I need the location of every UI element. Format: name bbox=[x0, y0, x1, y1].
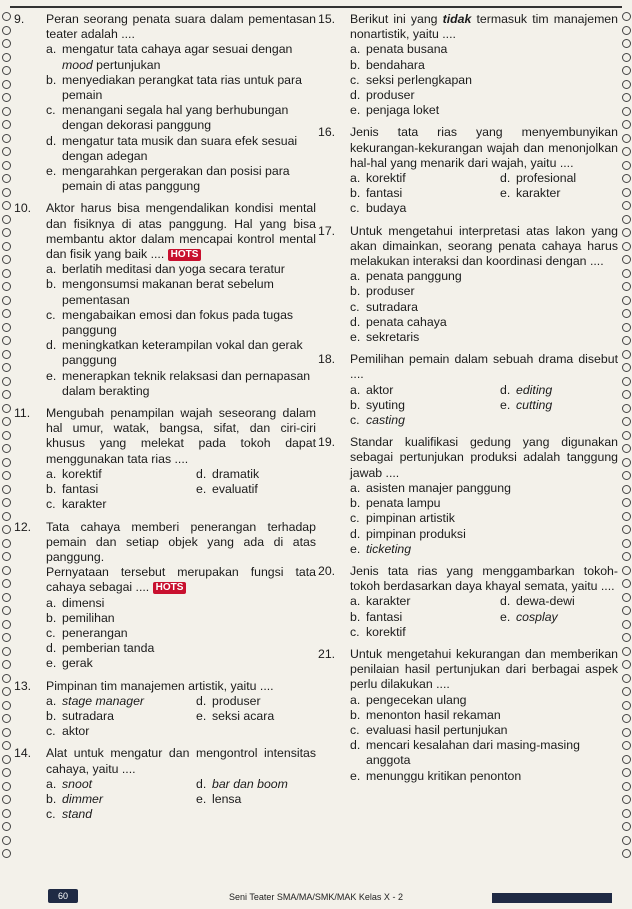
option[interactable]: d. bar dan boom bbox=[196, 776, 288, 791]
option[interactable]: b. produser bbox=[350, 284, 415, 299]
binding-ring bbox=[2, 404, 11, 413]
binding-ring bbox=[2, 471, 11, 480]
option[interactable]: a. aktor bbox=[350, 382, 394, 397]
binding-ring bbox=[2, 296, 11, 305]
option[interactable]: c. evaluasi hasil pertunjukan bbox=[350, 722, 508, 737]
option[interactable]: e. evaluatif bbox=[196, 482, 258, 497]
question-13: 13. Pimpinan tim manajemen artistik, yaitu .... a. stage manager d. produser b. sutradara e. seksi acara c. aktor bbox=[14, 679, 316, 740]
option[interactable]: b. menonton hasil rekaman bbox=[350, 707, 501, 722]
page-number: 60 bbox=[48, 889, 78, 903]
binding-ring bbox=[622, 768, 631, 777]
binding-ring bbox=[622, 485, 631, 494]
question-19: 19. Standar kualifikasi gedung yang digunakan sebagai pertunjukan produksi adalah tanggung jawab .... a. asisten manajer panggung b. penata lampu c. pimpinan artistik d. pimpinan produksi e. ticketing bbox=[318, 435, 618, 556]
binding-ring bbox=[2, 363, 11, 372]
question-21: 21. Untuk mengetahui kekurangan dan memberikan penilaian hasil pertunjukan dari berbagai aspek perlu dilakukan .... a. pengecekan ulang b. menonton hasil rekaman c. evaluasi hasil pertunjukan d. mencari kesalahan dari masing-masing anggota e. menunggu kritikan penonton bbox=[318, 646, 618, 783]
option[interactable]: c. budaya bbox=[350, 201, 407, 216]
binding-ring bbox=[622, 417, 631, 426]
binding-ring bbox=[622, 26, 631, 35]
binding-ring bbox=[622, 296, 631, 305]
binding-ring bbox=[622, 107, 631, 116]
binding-ring bbox=[2, 633, 11, 642]
binding-ring bbox=[622, 539, 631, 548]
option[interactable]: d. dramatik bbox=[196, 466, 260, 481]
binding-ring bbox=[622, 66, 631, 75]
binding-ring bbox=[2, 309, 11, 318]
option[interactable]: b. bendahara bbox=[350, 57, 425, 72]
binding-ring bbox=[622, 336, 631, 345]
binding-ring bbox=[2, 269, 11, 278]
binding-ring bbox=[622, 633, 631, 642]
footer-title: Seni Teater SMA/MA/SMK/MAK Kelas X - 2 bbox=[229, 892, 403, 902]
binding-ring bbox=[622, 471, 631, 480]
left-column bbox=[14, 12, 316, 829]
binding-ring bbox=[622, 741, 631, 750]
binding-ring bbox=[622, 552, 631, 561]
option[interactable]: c. sutradara bbox=[350, 299, 418, 314]
binding-ring bbox=[2, 606, 11, 615]
binding-ring bbox=[622, 404, 631, 413]
binding-ring bbox=[622, 282, 631, 291]
binding-ring bbox=[622, 687, 631, 696]
binding-ring bbox=[2, 701, 11, 710]
option[interactable]: a. dimensi bbox=[46, 595, 105, 610]
option[interactable]: e. mengarahkan pergerakan dan posisi para pemain di atas panggung bbox=[46, 164, 290, 194]
option[interactable]: d. produser bbox=[350, 88, 415, 103]
binding-ring bbox=[2, 498, 11, 507]
binding-ring bbox=[622, 215, 631, 224]
binding-ring bbox=[2, 836, 11, 845]
binding-ring bbox=[2, 282, 11, 291]
binding-ring bbox=[2, 323, 11, 332]
binding-ring bbox=[622, 836, 631, 845]
question-16: 16. Jenis tata rias yang menyembunyikan kekurangan-kekurangan wajah dan menonjolkan hal-hal yang menarik dari wajah, yaitu .... a. korektif d. profesional b. fantasi e. karakter c. budaya bbox=[318, 125, 618, 216]
option[interactable]: d. editing bbox=[500, 382, 553, 397]
option[interactable]: b. fantasi bbox=[350, 609, 403, 624]
option[interactable]: c. korektif bbox=[350, 624, 406, 639]
binding-ring bbox=[622, 579, 631, 588]
option[interactable]: b. fantasi bbox=[46, 482, 99, 497]
option[interactable]: a. penata panggung bbox=[350, 269, 462, 284]
question-18: 18. Pemilihan pemain dalam sebuah drama disebut .... a. aktor d. editing b. syuting e. cutting c. casting bbox=[318, 352, 618, 428]
option[interactable]: b. fantasi bbox=[350, 186, 403, 201]
binding-ring bbox=[2, 147, 11, 156]
option[interactable]: d. penata cahaya bbox=[350, 314, 447, 329]
option[interactable]: b. dimmer bbox=[46, 791, 103, 806]
binding-ring bbox=[622, 566, 631, 575]
option[interactable]: c. pimpinan artistik bbox=[350, 511, 455, 526]
binding-ring bbox=[2, 566, 11, 575]
option[interactable]: e. penjaga loket bbox=[350, 103, 440, 118]
binding-ring bbox=[2, 107, 11, 116]
binding-ring bbox=[622, 512, 631, 521]
binding-ring bbox=[2, 12, 11, 21]
binding-ring bbox=[622, 350, 631, 359]
binding-ring bbox=[622, 795, 631, 804]
option[interactable]: c. aktor bbox=[46, 724, 90, 739]
option[interactable]: c. seksi perlengkapan bbox=[350, 72, 472, 87]
binding-ring bbox=[2, 458, 11, 467]
option[interactable]: a. mengatur tata cahaya agar sesuai dengan mood pertunjukan bbox=[46, 42, 316, 72]
binding-ring bbox=[2, 174, 11, 183]
question-20: 20. Jenis tata rias yang menggambarkan tokoh-tokoh berdasarkan daya khayal semata, yaitu .... a. karakter d. dewa-dewi b. fantasi e. cosplay c. korektif bbox=[318, 563, 618, 639]
binding-ring bbox=[622, 660, 631, 669]
question-10: 10. Aktor harus bisa mengendalikan kondisi mental dan fisiknya di atas panggung. Hal yang bisa membantu aktor dalam mencapai kontrol mental dan fisik yang baik .... HOTS a. berlatih meditasi dan yoga secara teratur b. mengonsumsi makanan berat sebelum pementasan c. mengabaikan emosi dan fokus pada tugas panggung d. meningkatkan keterampilan vokal dan gerak panggung e. menerapkan teknik relaksasi dan pernapasan dalam berakting bbox=[14, 201, 316, 398]
binding-ring bbox=[2, 255, 11, 264]
binding-ring bbox=[2, 201, 11, 210]
option[interactable]: a. stage manager bbox=[46, 693, 145, 708]
binding-ring bbox=[2, 539, 11, 548]
option[interactable]: a. berlatih meditasi dan yoga secara teratur bbox=[46, 262, 285, 277]
binding-ring bbox=[2, 795, 11, 804]
option[interactable]: a. pengecekan ulang bbox=[350, 692, 467, 707]
binding-ring bbox=[622, 93, 631, 102]
option[interactable]: d. meningkatkan keterampilan vokal dan gerak panggung bbox=[46, 338, 303, 368]
binding-ring bbox=[2, 93, 11, 102]
binding-ring bbox=[622, 377, 631, 386]
binding-ring bbox=[622, 188, 631, 197]
option[interactable]: e. ticketing bbox=[350, 541, 412, 556]
option[interactable]: e. karakter bbox=[500, 186, 561, 201]
option[interactable]: b. pemilihan bbox=[46, 610, 115, 625]
binding-ring bbox=[2, 552, 11, 561]
option[interactable]: c. menangani segala hal yang berhubungan dengan dekorasi panggung bbox=[46, 103, 289, 133]
option[interactable]: c. mengabaikan emosi dan fokus pada tugas panggung bbox=[46, 307, 294, 338]
binding-ring bbox=[2, 431, 11, 440]
binding-ring bbox=[622, 674, 631, 683]
binding-ring bbox=[2, 782, 11, 791]
option[interactable]: b. penata lampu bbox=[350, 496, 441, 511]
binding-ring bbox=[622, 147, 631, 156]
binding-ring bbox=[2, 768, 11, 777]
question-14: 14. Alat untuk mengatur dan mengontrol intensitas cahaya, yaitu .... a. snoot d. bar dan boom b. dimmer e. lensa c. stand bbox=[14, 746, 316, 822]
binding-ring bbox=[622, 269, 631, 278]
option[interactable]: b. mengonsumsi makanan berat sebelum pementasan bbox=[46, 277, 274, 307]
top-binding-line bbox=[10, 6, 622, 8]
page-footer bbox=[0, 883, 632, 909]
binding-ring bbox=[622, 458, 631, 467]
question-17: 17. Untuk mengetahui interpretasi atas lakon yang akan dimainkan, seorang penata cahaya harus melakukan interaksi dan koordinasi dengan .... a. penata panggung b. produser c. sutradara d. penata cahaya e. sekretaris bbox=[318, 223, 618, 345]
footer-bar bbox=[492, 893, 612, 903]
binding-ring bbox=[2, 620, 11, 629]
binding-ring bbox=[2, 188, 11, 197]
binding-ring bbox=[622, 593, 631, 602]
option[interactable]: d. pimpinan produksi bbox=[350, 526, 466, 541]
question-number: 9. bbox=[14, 12, 25, 26]
option[interactable]: a. penata busana bbox=[350, 42, 448, 57]
binding-ring bbox=[622, 782, 631, 791]
binding-ring bbox=[622, 80, 631, 89]
binding-ring bbox=[2, 336, 11, 345]
binding-ring bbox=[622, 39, 631, 48]
option[interactable]: d. dewa-dewi bbox=[500, 594, 575, 609]
binding-ring bbox=[2, 660, 11, 669]
binding-ring bbox=[622, 444, 631, 453]
binding-ring bbox=[2, 161, 11, 170]
binding-ring bbox=[622, 390, 631, 399]
option[interactable]: b. menyediakan perangkat tata rias untuk para pemain bbox=[46, 72, 302, 103]
binding-ring bbox=[2, 215, 11, 224]
option[interactable]: a. korektif bbox=[46, 466, 102, 481]
binding-ring bbox=[622, 606, 631, 615]
question-12: 12. Tata cahaya memberi penerangan terhadap pemain dan setiap objek yang ada di atas panggung. Pernyataan tersebut merupakan fungsi tata cahaya sebagai .... HOTS a. dimensi b. pemilihan c. penerangan d. pemberian tanda e. gerak bbox=[14, 519, 316, 671]
binding-ring bbox=[622, 498, 631, 507]
binding-ring bbox=[2, 53, 11, 62]
binding-ring bbox=[2, 728, 11, 737]
binding-ring bbox=[2, 66, 11, 75]
binding-ring bbox=[2, 593, 11, 602]
binding-ring bbox=[622, 647, 631, 656]
binding-ring bbox=[2, 674, 11, 683]
binding-ring bbox=[622, 431, 631, 440]
binding-ring bbox=[2, 525, 11, 534]
binding-ring bbox=[2, 26, 11, 35]
binding-ring bbox=[2, 377, 11, 386]
binding-ring bbox=[622, 849, 631, 858]
option[interactable]: e. gerak bbox=[46, 656, 93, 671]
binding-ring bbox=[622, 161, 631, 170]
option[interactable]: a. asisten manajer panggung bbox=[350, 480, 511, 495]
binding-ring bbox=[622, 201, 631, 210]
binding-ring bbox=[622, 620, 631, 629]
question-9 bbox=[14, 12, 316, 194]
binding-ring bbox=[2, 512, 11, 521]
right-column bbox=[318, 12, 618, 791]
option[interactable]: e. cosplay bbox=[500, 609, 558, 624]
binding-ring bbox=[2, 80, 11, 89]
option[interactable]: d. profesional bbox=[500, 171, 577, 186]
option[interactable]: b. syuting bbox=[350, 397, 405, 412]
binding-ring bbox=[2, 120, 11, 129]
option[interactable]: e. lensa bbox=[196, 791, 242, 806]
binding-ring bbox=[2, 755, 11, 764]
binding-ring bbox=[622, 323, 631, 332]
question-stem: Peran seorang penata suara dalam pementasan teater adalah .... bbox=[46, 12, 316, 42]
binding-ring bbox=[2, 444, 11, 453]
option[interactable]: e. seksi acara bbox=[196, 708, 275, 723]
binding-ring bbox=[622, 363, 631, 372]
option[interactable]: a. snoot bbox=[46, 776, 93, 791]
binding-ring bbox=[622, 755, 631, 764]
binding-ring bbox=[622, 701, 631, 710]
option[interactable]: e. sekretaris bbox=[350, 330, 420, 345]
option[interactable]: c. casting bbox=[350, 413, 405, 428]
option[interactable]: c. stand bbox=[46, 807, 93, 822]
binding-ring bbox=[622, 714, 631, 723]
binding-ring bbox=[2, 417, 11, 426]
right-binding bbox=[620, 0, 632, 909]
question-stem: Aktor harus bisa mengendalikan kondisi mental dan fisiknya di atas panggung. Hal yang bisa membantu aktor dalam mencapai kontrol mental dan fisik yang baik .... HOTS bbox=[46, 201, 316, 262]
option[interactable]: d. mengatur tata musik dan suara efek sesuai dengan adegan bbox=[46, 133, 298, 163]
option[interactable]: e. menerapkan teknik relaksasi dan pernapasan dalam berakting bbox=[46, 368, 311, 398]
option[interactable]: d. produser bbox=[196, 693, 261, 708]
binding-ring bbox=[2, 485, 11, 494]
hots-badge: HOTS bbox=[153, 582, 187, 594]
option[interactable]: a. korektif bbox=[350, 171, 406, 186]
binding-ring bbox=[2, 714, 11, 723]
binding-ring bbox=[622, 822, 631, 831]
left-binding bbox=[0, 0, 12, 909]
binding-ring bbox=[622, 120, 631, 129]
binding-ring bbox=[2, 134, 11, 143]
binding-ring bbox=[2, 242, 11, 251]
option[interactable]: c. penerangan bbox=[46, 625, 128, 640]
binding-ring bbox=[2, 228, 11, 237]
option[interactable]: a. karakter bbox=[350, 594, 411, 609]
hots-badge: HOTS bbox=[168, 249, 202, 261]
binding-ring bbox=[2, 390, 11, 399]
binding-ring bbox=[622, 809, 631, 818]
binding-ring bbox=[622, 242, 631, 251]
option[interactable]: d. mencari kesalahan dari masing-masing anggota bbox=[350, 738, 580, 768]
binding-ring bbox=[2, 647, 11, 656]
binding-ring bbox=[622, 525, 631, 534]
binding-ring bbox=[2, 809, 11, 818]
option-text: mengatur tata cahaya agar sesuai dengan mood pertunjukan bbox=[62, 42, 293, 72]
binding-ring bbox=[622, 728, 631, 737]
question-15: 15. Berikut ini yang tidak termasuk tim manajemen nonartistik, yaitu .... a. penata busana b. bendahara c. seksi perlengkapan d. produser e. penjaga loket bbox=[318, 12, 618, 118]
option[interactable]: e. menunggu kritikan penonton bbox=[350, 768, 522, 783]
binding-ring bbox=[622, 53, 631, 62]
binding-ring bbox=[622, 174, 631, 183]
option[interactable]: b. sutradara bbox=[46, 708, 114, 723]
question-11: 11. Mengubah penampilan wajah seseorang dalam hal umur, watak, bangsa, sifat, dan ciri-ciri khusus yang melekat pada tokoh dapat menggunakan tata rias .... a. korektif d. dramatik b. fantasi e. evaluatif c. karakter bbox=[14, 406, 316, 512]
binding-ring bbox=[2, 39, 11, 48]
binding-ring bbox=[622, 134, 631, 143]
binding-ring bbox=[622, 255, 631, 264]
binding-ring bbox=[2, 579, 11, 588]
binding-ring bbox=[622, 309, 631, 318]
binding-ring bbox=[2, 350, 11, 359]
option[interactable]: d. pemberian tanda bbox=[46, 641, 155, 656]
option[interactable]: c. karakter bbox=[46, 497, 107, 512]
binding-ring bbox=[2, 849, 11, 858]
binding-ring bbox=[622, 228, 631, 237]
binding-ring bbox=[2, 822, 11, 831]
binding-ring bbox=[2, 741, 11, 750]
option[interactable]: e. cutting bbox=[500, 397, 553, 412]
binding-ring bbox=[622, 12, 631, 21]
binding-ring bbox=[2, 687, 11, 696]
